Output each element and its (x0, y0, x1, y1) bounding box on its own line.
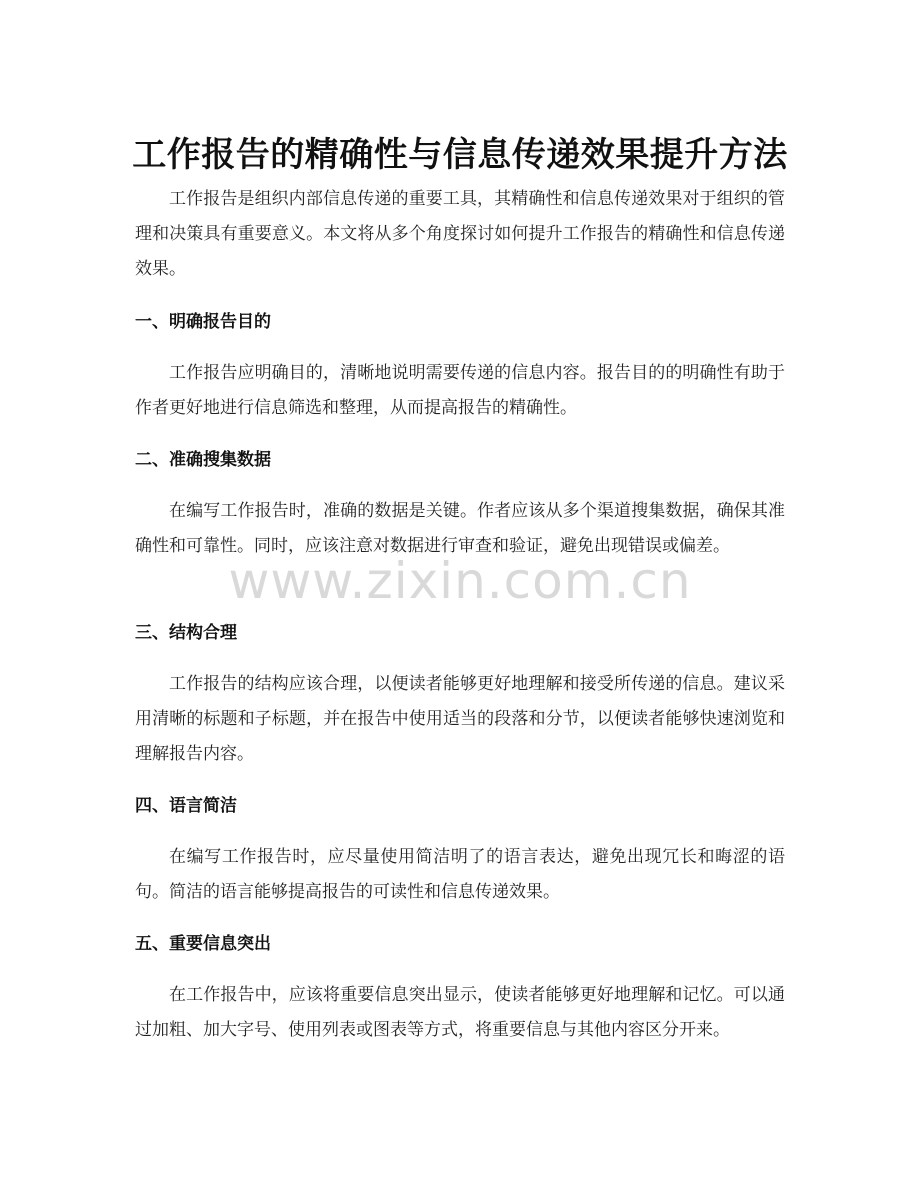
watermark-text: www.zixin.com.cn (228, 552, 692, 610)
section-body-1: 工作报告应明确目的，清晰地说明需要传递的信息内容。报告目的的明确性有助于作者更好地进行信息筛选和整理，从而提高报告的精确性。 (135, 363, 785, 418)
section-heading-3: 三、结构合理 (135, 623, 237, 643)
document-title: 工作报告的精确性与信息传递效果提升方法 (132, 134, 788, 175)
section-body-2: 在编写工作报告时，准确的数据是关键。作者应该从多个渠道搜集数据，确保其准确性和可靠性。同时，应该注意对数据进行审查和验证，避免出现错误或偏差。 (135, 501, 785, 556)
section-body-3: 工作报告的结构应该合理，以便读者能够更好地理解和接受所传递的信息。建议采用清晰的标题和子标题，并在报告中使用适当的段落和分节，以便读者能够快速浏览和理解报告内容。 (135, 674, 785, 764)
section-heading-1: 一、明确报告目的 (135, 312, 271, 332)
section-heading-2: 二、准确搜集数据 (135, 450, 271, 470)
section-heading-4: 四、语言简洁 (135, 796, 237, 816)
section-body-5: 在工作报告中，应该将重要信息突出显示，使读者能够更好地理解和记忆。可以通过加粗、加大字号、使用列表或图表等方式，将重要信息与其他内容区分开来。 (135, 985, 785, 1040)
section-heading-5: 五、重要信息突出 (135, 934, 271, 954)
section-body-4: 在编写工作报告时，应尽量使用简洁明了的语言表达，避免出现冗长和晦涩的语句。简洁的语言能够提高报告的可读性和信息传递效果。 (135, 847, 785, 902)
intro-paragraph: 工作报告是组织内部信息传递的重要工具，其精确性和信息传递效果对于组织的管理和决策具有重要意义。本文将从多个角度探讨如何提升工作报告的精确性和信息传递效果。 (135, 189, 785, 279)
